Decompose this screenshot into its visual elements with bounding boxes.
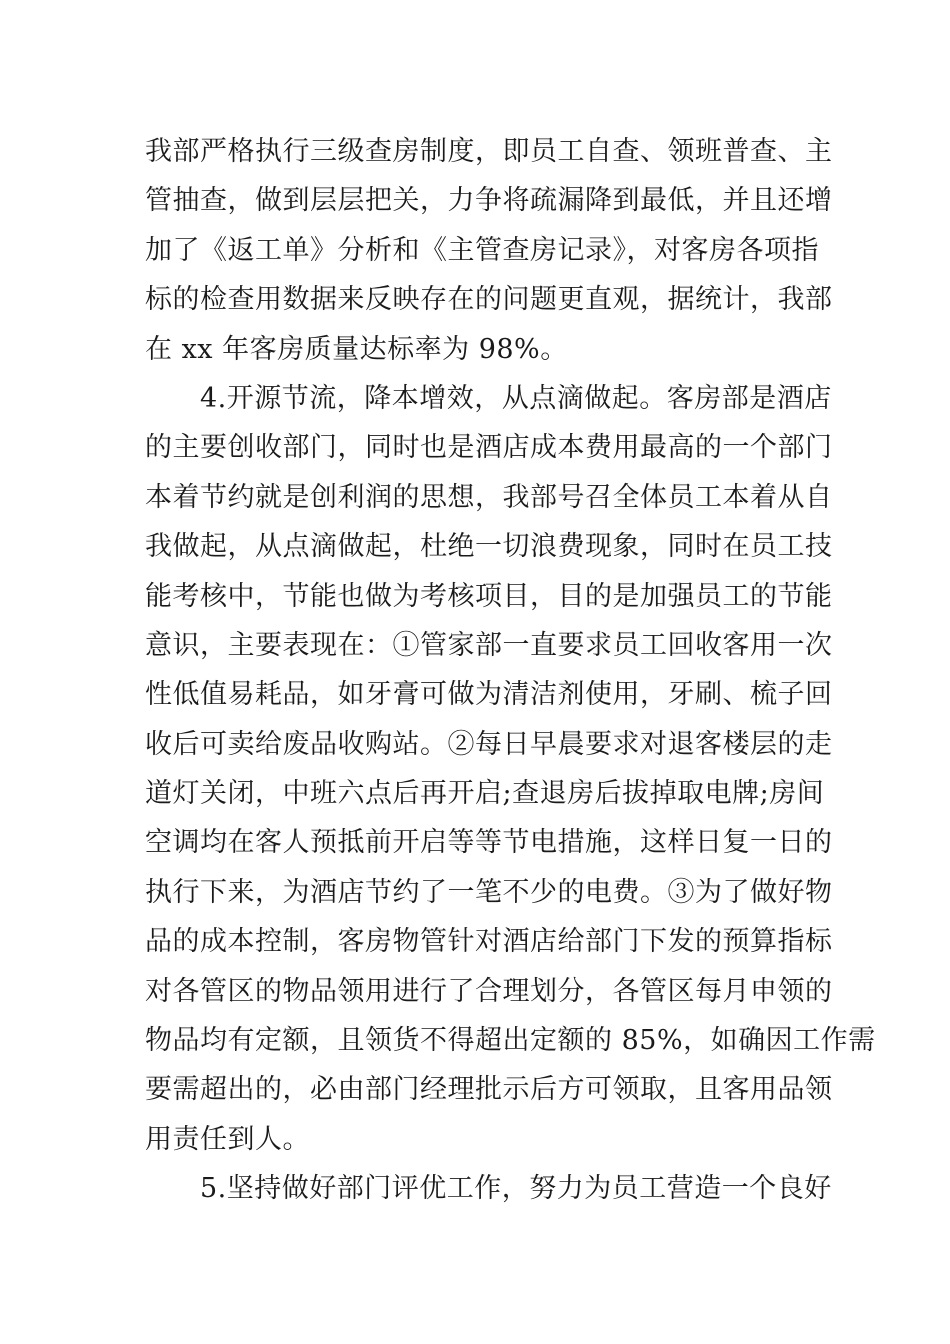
text-line: 管抽查，做到层层把关，力争将疏漏降到最低，并且还增 — [145, 185, 833, 217]
text-line: 能考核中，节能也做为考核项目，目的是加强员工的节能 — [145, 580, 833, 612]
text-line: 收后可卖给废品收购站。②每日早晨要求对退客楼层的走 — [145, 728, 833, 760]
text-line: 性低值易耗品，如牙膏可做为清洁剂使用，牙刷、梳子回 — [145, 679, 833, 711]
document-body — [145, 127, 876, 1214]
text-line: 物品均有定额，且领货不得超出定额的 85%，如确因工作需 — [145, 1025, 876, 1057]
text-line: 品的成本控制，客房物管针对酒店给部门下发的预算指标 — [145, 926, 833, 958]
text-line: 道灯关闭，中班六点后再开启;查退房后拔掉取电牌;房间 — [145, 778, 825, 810]
text-line: 加了《返工单》分析和《主管查房记录》，对客房各项指 — [145, 234, 819, 266]
text-line: 标的检查用数据来反映存在的问题更直观，据统计，我部 — [145, 284, 833, 316]
paragraph-start-line: 5.坚持做好部门评优工作，努力为员工营造一个良好 — [200, 1173, 832, 1205]
text-line: 的主要创收部门，同时也是酒店成本费用最高的一个部门 — [145, 432, 833, 464]
text-line: 我做起，从点滴做起，杜绝一切浪费现象，同时在员工技 — [145, 531, 833, 563]
text-line: 意识，主要表现在：①管家部一直要求员工回收客用一次 — [145, 629, 833, 661]
text-line: 空调均在客人预抵前开启等等节电措施，这样日复一日的 — [145, 827, 833, 859]
text-line: 本着节约就是创利润的思想，我部号召全体员工本着从自 — [145, 481, 833, 513]
text-line: 我部严格执行三级查房制度，即员工自查、领班普查、主 — [145, 136, 833, 167]
text-line: 对各管区的物品领用进行了合理划分，各管区每月申领的 — [145, 975, 833, 1007]
text-line: 用责任到人。 — [145, 1123, 310, 1155]
text-line: 要需超出的，必由部门经理批示后方可领取，且客用品领 — [145, 1074, 833, 1106]
text-line: 在 xx 年客房质量达标率为 98%。 — [145, 333, 568, 365]
paragraph-start-line: 4.开源节流，降本增效，从点滴做起。客房部是酒店 — [200, 382, 832, 414]
text-line: 执行下来，为酒店节约了一笔不少的电费。③为了做好物 — [145, 876, 833, 908]
